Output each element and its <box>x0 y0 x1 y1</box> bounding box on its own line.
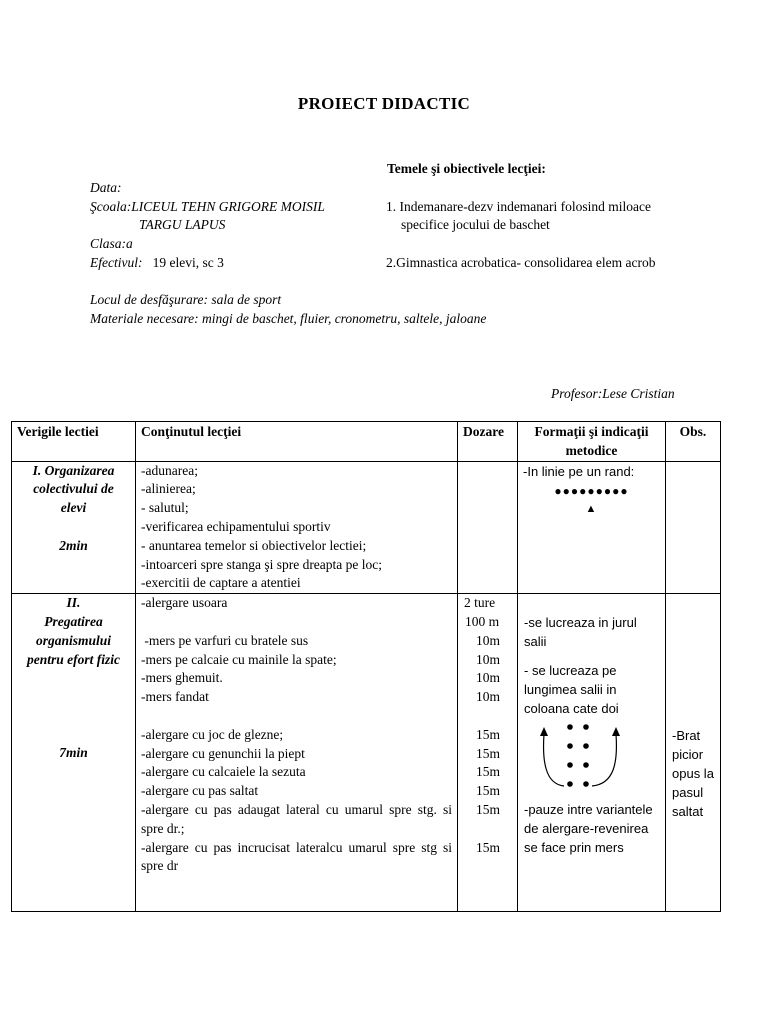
dozare-value: 15m <box>475 745 500 761</box>
metodic-text: -se lucreaza in jurul salii <box>524 614 637 649</box>
scoala-label: Şcoala: <box>90 199 132 214</box>
teacher-triangle-icon: ▲ <box>585 502 598 515</box>
list-item: -alinierea; <box>141 481 196 497</box>
list-item: -mers fandat <box>141 689 209 705</box>
list-spacer <box>141 707 452 726</box>
list-item: -adunarea; <box>141 462 198 478</box>
stage-time: 7min <box>59 745 88 761</box>
dozare-value: 15m <box>475 839 500 855</box>
efectiv-label: Efectivul: <box>90 255 143 270</box>
materiale-necesare: Materiale necesare: mingi de baschet, fluier, cronometru, saltele, jaloane <box>90 311 487 326</box>
stage-line: Pregatirea <box>44 613 103 629</box>
metodic-spacer <box>524 594 661 613</box>
list-spacer <box>141 613 452 632</box>
list-item: - salutul; <box>141 500 189 516</box>
profesor-value: Lese Cristian <box>602 386 675 401</box>
dozare-value: 10m <box>475 689 500 705</box>
metodic-text: - se lucreaza pe lungimea salii in coloana cate doi <box>524 662 619 716</box>
metodic-text: -pauze intre variantele de alergare-revenirea se face prin mers <box>524 801 653 855</box>
table-row <box>12 461 721 594</box>
list-item: -alergare cu calcaiele la sezuta <box>141 764 306 780</box>
stage-line: pentru efort fizic <box>27 651 120 667</box>
dozare-pregatire <box>458 594 518 912</box>
list-item: -mers ghemuit. <box>141 670 223 686</box>
clasa-value: a <box>126 236 133 251</box>
stage-pregatire <box>12 594 136 912</box>
list-item: - anuntarea temelor si obiectivelor lectiei; <box>141 537 367 553</box>
stage-organizare <box>12 461 136 594</box>
stage-line: elevi <box>60 500 87 516</box>
content-pregatire <box>136 594 458 912</box>
profesor-line <box>551 384 675 403</box>
list-item: -verificarea echipamentului sportiv <box>141 518 331 534</box>
metodic-organizare <box>518 461 666 594</box>
content-organizare <box>136 461 458 594</box>
dozare-organizare <box>458 461 518 594</box>
dozare-value: 100 m <box>465 613 500 629</box>
scoala-value: LICEUL TEHN GRIGORE MOISIL <box>131 199 325 214</box>
header-obs: Obs. <box>666 422 721 462</box>
dozare-value: 10m <box>475 670 500 686</box>
scoala-line <box>90 197 325 216</box>
header-verigile: Verigile lectiei <box>12 422 136 462</box>
tema-1: 1. Indemanare-dezv indemanari folosind miloace <box>386 199 652 214</box>
stage-line: II. <box>66 595 81 611</box>
students-line-dots: ●●●●●●●●● <box>554 483 629 498</box>
page-title: PROIECT DIDACTIC <box>297 94 471 113</box>
stage-spacer <box>17 669 130 744</box>
list-item: -intoarceri spre stanga şi spre dreapta pe loc; <box>141 556 383 572</box>
header-dozare: Dozare <box>458 422 518 462</box>
list-item: -alergare cu pas adaugat lateral cu umarul spre stg. si spre dr.; <box>141 801 452 836</box>
dozare-spacer <box>463 707 500 726</box>
teme-title: Temele şi obiectivele lecţiei: <box>387 161 546 176</box>
dozare-value: 2 ture <box>464 595 496 611</box>
list-item: -mers pe calcaie cu mainile la spate; <box>141 651 337 667</box>
clasa-line <box>90 234 133 253</box>
stage-line: organismului <box>35 632 112 648</box>
metodic-text: -In linie pe un rand: <box>523 463 635 479</box>
table-row <box>12 594 721 912</box>
dozare-value: 15m <box>475 783 500 799</box>
scoala-value-line2: TARGU LAPUS <box>139 217 226 232</box>
efectiv-line <box>90 253 224 272</box>
lesson-table <box>11 421 721 912</box>
efectiv-value: 19 elevi, sc 3 <box>152 255 224 270</box>
profesor-label: Profesor: <box>551 386 603 401</box>
list-item: -alergare cu pas incrucisat lateralcu umarul spre stg si spre dr <box>141 839 452 874</box>
dozare-value: 15m <box>475 764 500 780</box>
list-item: -mers pe varfuri cu bratele sus <box>141 632 309 648</box>
metodic-pregatire <box>518 594 666 912</box>
obs-text: -Brat picior opus la pasul saltat <box>672 728 714 820</box>
tema-1-cont: specifice jocului de baschet <box>401 217 550 232</box>
metodic-spacer <box>524 651 661 661</box>
list-item: -alergare cu pas saltat <box>141 783 259 799</box>
stage-line: colectivului de <box>33 481 114 497</box>
locul-desfasurare: Locul de desfăşurare: sala de sport <box>90 292 282 307</box>
stage-line: I. Organizarea <box>32 462 115 478</box>
dozare-value: 15m <box>475 801 500 817</box>
dozare-value: 10m <box>475 651 500 667</box>
stage-time: 2min <box>59 537 88 553</box>
list-item: -alergare usoara <box>141 595 228 611</box>
header-continut: Conţinutul lecţiei <box>136 422 458 462</box>
column-of-two-diagram <box>530 718 630 798</box>
list-item: -alergare cu genunchii la piept <box>141 745 305 761</box>
table-header-row <box>12 422 721 462</box>
obs-pregatire <box>666 594 721 912</box>
obs-organizare <box>666 461 721 594</box>
obs-spacer <box>672 594 717 726</box>
clasa-label: Clasa: <box>90 236 127 251</box>
list-item: -exercitii de captare a atentiei <box>141 575 301 591</box>
list-item: -alergare cu joc de glezne; <box>141 726 284 742</box>
dozare-value: 10m <box>475 632 500 648</box>
dozare-value: 15m <box>475 726 500 742</box>
data-label: Data: <box>90 180 122 195</box>
dozare-spacer <box>463 820 500 839</box>
header-formatii: Formaţii şi indicaţii metodice <box>518 422 666 462</box>
stage-spacer <box>17 518 130 537</box>
tema-2: 2.Gimnastica acrobatica- consolidarea elem acrob <box>386 255 656 270</box>
